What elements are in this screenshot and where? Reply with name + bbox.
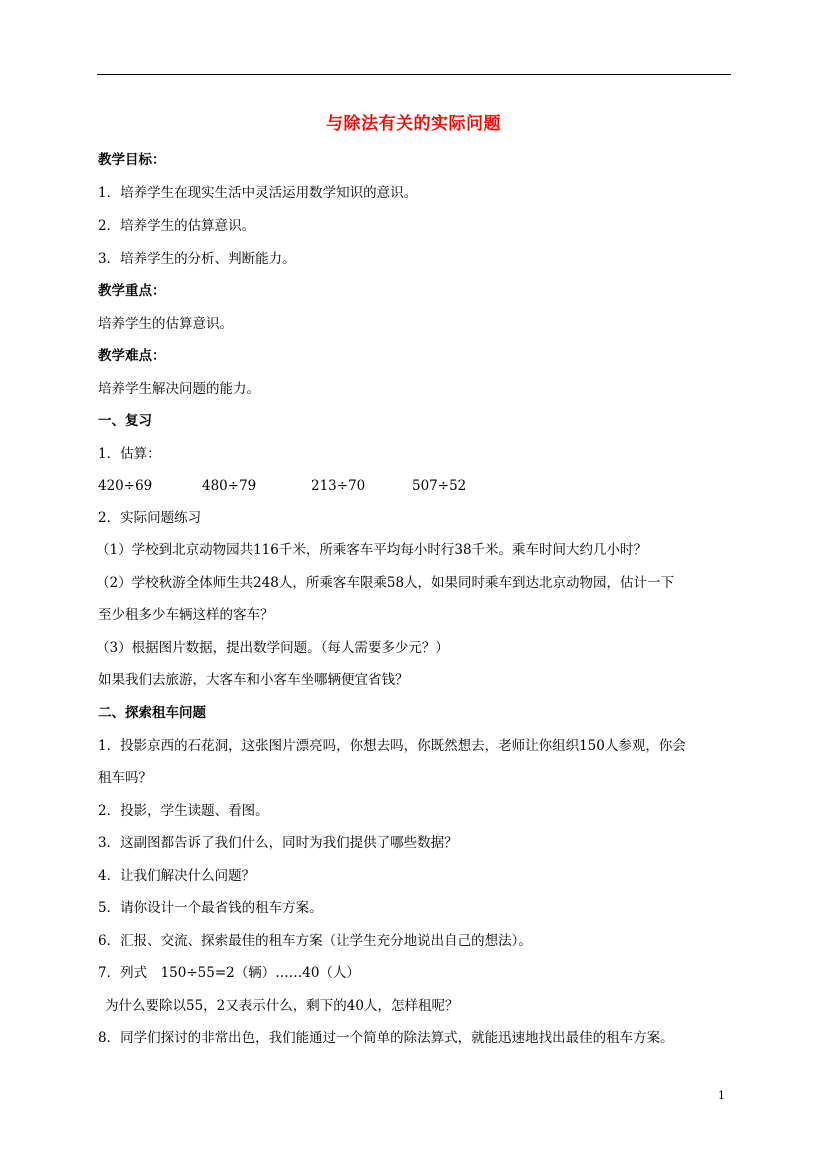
difficulty-heading: 教学难点：	[98, 348, 166, 364]
explore-item-7: 7．列式 150÷55=2（辆）……40（人）	[98, 965, 360, 981]
estimate-row	[98, 477, 498, 495]
page-number: 1	[718, 1089, 725, 1102]
estimate-item: 507÷52	[412, 478, 467, 494]
key-point-text: 培养学生的估算意识。	[98, 316, 233, 332]
estimate-item: 480÷79	[202, 478, 257, 494]
explore-item-2: 2．投影，学生读题、看图。	[98, 803, 269, 819]
explore-item-5: 5．请你设计一个最省钱的租车方案。	[98, 900, 323, 916]
review-question-4: 如果我们去旅游，大客车和小客车坐哪辆便宜省钱？	[98, 672, 409, 688]
estimate-label: 1．估算：	[98, 446, 161, 462]
explore-item-7-followup: 为什么要除以55，2又表示什么，剩下的40人，怎样租呢？	[105, 998, 459, 1014]
explore-heading: 二、探索租车问题	[98, 705, 206, 721]
goal-item-3: 3．培养学生的分析、判断能力。	[98, 251, 296, 267]
explore-item-6: 6．汇报、交流、探索最佳的租车方案（让学生充分地说出自己的想法）。	[98, 933, 532, 949]
key-point-heading: 教学重点：	[98, 283, 166, 299]
review-question-1: （1）学校到北京动物园共116千米，所乘客车平均每小时行38千米。乘车时间大约几小时？	[96, 542, 648, 558]
review-heading: 一、复习	[98, 413, 152, 429]
goal-item-1: 1．培养学生在现实生活中灵活运用数学知识的意识。	[98, 185, 418, 201]
practice-label: 2．实际问题练习	[98, 510, 202, 526]
explore-item-4: 4．让我们解决什么问题？	[98, 868, 256, 884]
explore-item-1-cont: 租车吗？	[98, 770, 152, 786]
estimate-item: 213÷70	[311, 478, 366, 494]
goals-heading: 教学目标：	[98, 152, 166, 168]
estimate-item: 420÷69	[98, 478, 153, 494]
explore-item-8: 8．同学们探讨的非常出色，我们能通过一个简单的除法算式，就能迅速地找出最佳的租车方案。	[98, 1030, 674, 1046]
review-question-2-cont: 至少租多少车辆这样的客车？	[98, 607, 274, 623]
page-title: 与除法有关的实际问题	[326, 114, 501, 134]
explore-item-1: 1．投影京西的石花洞，这张图片漂亮吗，你想去吗，你既然想去，老师让你组织150人参观，你会	[98, 738, 686, 754]
explore-item-3: 3．这副图都告诉了我们什么，同时为我们提供了哪些数据？	[98, 835, 458, 851]
review-question-3: （3）根据图片数据，提出数学问题。（每人需要多少元？）	[96, 640, 449, 656]
header-rule	[97, 74, 731, 75]
review-question-2: （2）学校秋游全体师生共248人，所乘客车限乘58人，如果同时乘车到达北京动物园，估计一下	[96, 575, 675, 591]
goal-item-2: 2．培养学生的估算意识。	[98, 218, 256, 234]
difficulty-text: 培养学生解决问题的能力。	[98, 381, 260, 397]
